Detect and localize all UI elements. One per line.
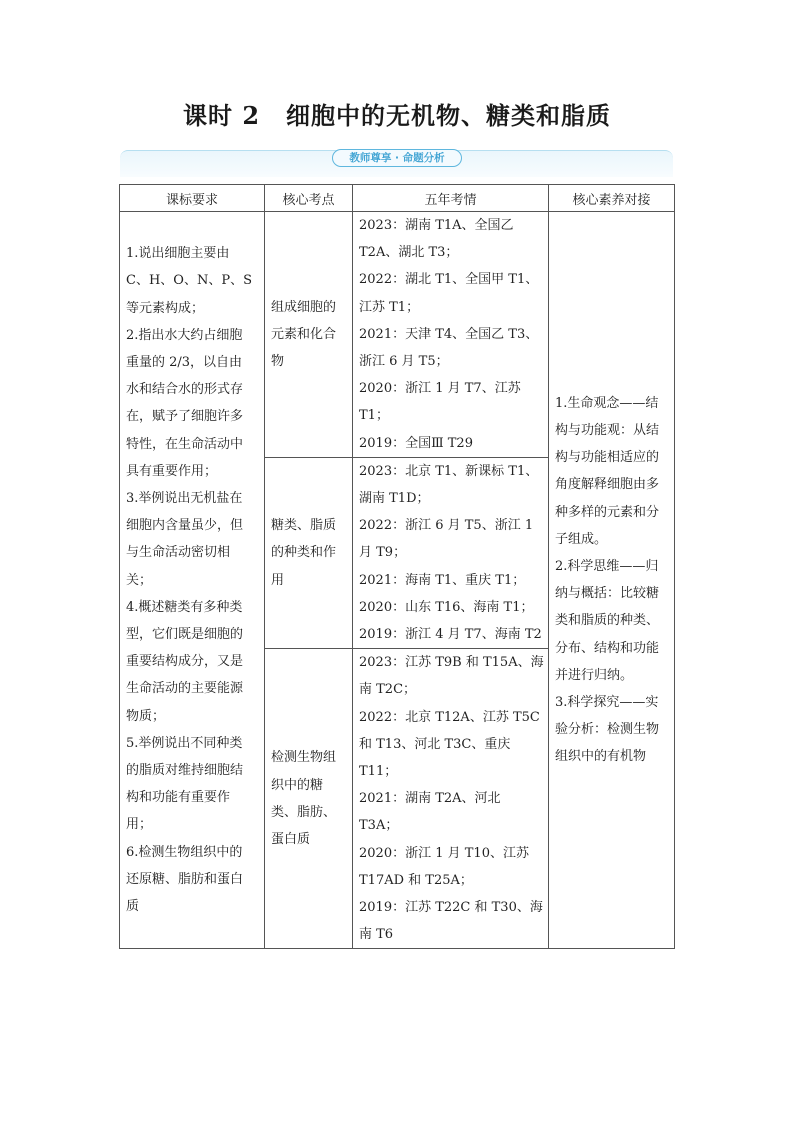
literacy-line: 子组成。 — [555, 531, 608, 547]
topic-line: 检测生物组 — [271, 750, 337, 766]
header-exams: 五年考情 — [353, 185, 549, 212]
table-row — [120, 212, 675, 458]
lesson-title: 细胞中的无机物、糖类和脂质 — [286, 101, 612, 130]
curriculum-line: 5.举例说出不同种类 — [126, 735, 243, 751]
curriculum-line: 关； — [126, 572, 153, 588]
exam-line: 2023：江苏 T9B 和 T15A、海 — [359, 655, 544, 671]
exam-line: 2021：海南 T1、重庆 T1； — [359, 572, 526, 588]
curriculum-line: 4.概述糖类有多种类 — [126, 599, 243, 615]
curriculum-line: 重要结构成分，又是 — [126, 654, 244, 670]
exam-line: T17AD 和 T25A； — [359, 872, 473, 888]
exam-line: 2023：北京 T1、新课标 T1、 — [359, 463, 539, 479]
exam-line: 2022：北京 T12A、江苏 T5C — [359, 709, 540, 725]
literacy-line: 3.科学探究——实 — [555, 695, 659, 711]
curriculum-line: 1.说出细胞主要由 — [126, 246, 230, 262]
topic-line: 类、脂肪、 — [271, 804, 337, 820]
exam-line: 2019：全国Ⅲ T29 — [359, 435, 473, 451]
literacy-line: 组织中的有机物 — [555, 749, 647, 765]
literacy-line: 1.生命观念——结 — [555, 395, 659, 411]
curriculum-line: 生命活动的主要能源 — [126, 681, 244, 697]
curriculum-line: 与生命活动密切相 — [126, 545, 231, 561]
topic-line: 蛋白质 — [271, 832, 311, 848]
header-topic: 核心考点 — [265, 185, 353, 212]
exam-line: 月 T9； — [359, 545, 407, 561]
exam-line: T11； — [359, 764, 398, 780]
exam-line: T2A、湖北 T3； — [359, 245, 459, 261]
literacy-line: 构与功能观：从结 — [555, 423, 660, 439]
exam-line: 南 T2C； — [359, 682, 417, 698]
exam-line: 2022：湖北 T1、全国甲 T1、 — [359, 272, 539, 288]
curriculum-line: 在，赋予了细胞许多 — [126, 409, 244, 425]
table-header-row — [120, 185, 675, 212]
literacy-line: 2.科学思维——归 — [555, 559, 659, 575]
literacy-line: 构与功能相适应的 — [555, 450, 660, 466]
exam-line: 浙江 6 月 T5； — [359, 354, 449, 370]
literacy-line: 类和脂质的种类、 — [555, 613, 660, 629]
curriculum-line: 特性，在生命活动中 — [126, 436, 244, 452]
section-banner — [120, 150, 673, 177]
analysis-table — [119, 184, 675, 949]
page-title — [0, 96, 794, 131]
header-curriculum: 课标要求 — [120, 185, 265, 212]
topic-cell — [265, 212, 353, 458]
lesson-number: 课时 2 — [182, 101, 261, 130]
curriculum-line: 2.指出水大约占细胞 — [126, 327, 243, 343]
exam-line: 2020：浙江 1 月 T7、江苏 — [359, 381, 521, 397]
topic-line: 糖类、脂质 — [271, 518, 337, 534]
literacy-line: 并进行归纳。 — [555, 667, 634, 683]
topic-line: 用 — [271, 572, 285, 588]
curriculum-line: 型，它们既是细胞的 — [126, 627, 244, 643]
curriculum-line: 水和结合水的形式存 — [126, 382, 244, 398]
header-literacy: 核心素养对接 — [549, 185, 675, 212]
exam-line: 南 T6 — [359, 927, 394, 943]
topic-cell — [265, 649, 353, 949]
exam-cell — [353, 212, 549, 458]
literacy-line: 纳与概括：比较糖 — [555, 586, 660, 602]
exam-line: 2020：浙江 1 月 T10、江苏 — [359, 845, 529, 861]
topic-line: 组成细胞的 — [271, 299, 337, 315]
curriculum-line: 重量的 2/3，以自由 — [126, 355, 243, 371]
curriculum-cell — [120, 212, 265, 949]
exam-line: 和 T13、河北 T3C、重庆 — [359, 736, 511, 752]
exam-line: T3A； — [359, 818, 399, 834]
exam-line: 2019：江苏 T22C 和 T30、海 — [359, 900, 543, 916]
curriculum-line: 的脂质对维持细胞结 — [126, 763, 244, 779]
exam-line: T1； — [359, 408, 389, 424]
curriculum-line: 构和功能有重要作 — [126, 790, 231, 806]
topic-line: 物 — [271, 354, 285, 370]
exam-cell — [353, 457, 549, 648]
exam-line: 2020：山东 T16、海南 T1； — [359, 599, 534, 615]
literacy-line: 角度解释细胞由多 — [555, 477, 660, 493]
exam-line: 2021：天津 T4、全国乙 T3、 — [359, 326, 539, 342]
curriculum-line: 细胞内含量虽少，但 — [126, 518, 244, 534]
curriculum-line: 等元素构成； — [126, 300, 205, 316]
exam-line: 2022：浙江 6 月 T5、浙江 1 — [359, 518, 534, 534]
curriculum-line: 用； — [126, 817, 153, 833]
exam-line: 2021：湖南 T2A、河北 — [359, 791, 501, 807]
curriculum-line: 6.检测生物组织中的 — [126, 844, 243, 860]
curriculum-line: 质 — [126, 899, 140, 915]
curriculum-line: 物质； — [126, 708, 166, 724]
curriculum-line: 还原糖、脂肪和蛋白 — [126, 871, 244, 887]
curriculum-line: 具有重要作用； — [126, 463, 218, 479]
curriculum-line: 3.举例说出无机盐在 — [126, 491, 243, 507]
topic-line: 元素和化合 — [271, 326, 337, 342]
literacy-line: 验分析：检测生物 — [555, 722, 660, 738]
banner-label: 教师尊享 · 命题分析 — [332, 149, 462, 167]
literacy-cell — [549, 212, 675, 949]
exam-line: 湖南 T1D； — [359, 491, 430, 507]
topic-line: 织中的糖 — [271, 777, 324, 793]
literacy-line: 种多样的元素和分 — [555, 504, 660, 520]
exam-cell — [353, 649, 549, 949]
exam-line: 江苏 T1； — [359, 299, 420, 315]
topic-cell — [265, 457, 353, 648]
curriculum-line: C、H、O、N、P、S — [126, 273, 252, 289]
exam-line: 2023：湖南 T1A、全国乙 — [359, 218, 514, 233]
literacy-line: 分布、结构和功能 — [555, 640, 660, 656]
exam-line: 2019：浙江 4 月 T7、海南 T2 — [359, 627, 542, 643]
topic-line: 的种类和作 — [271, 545, 337, 561]
